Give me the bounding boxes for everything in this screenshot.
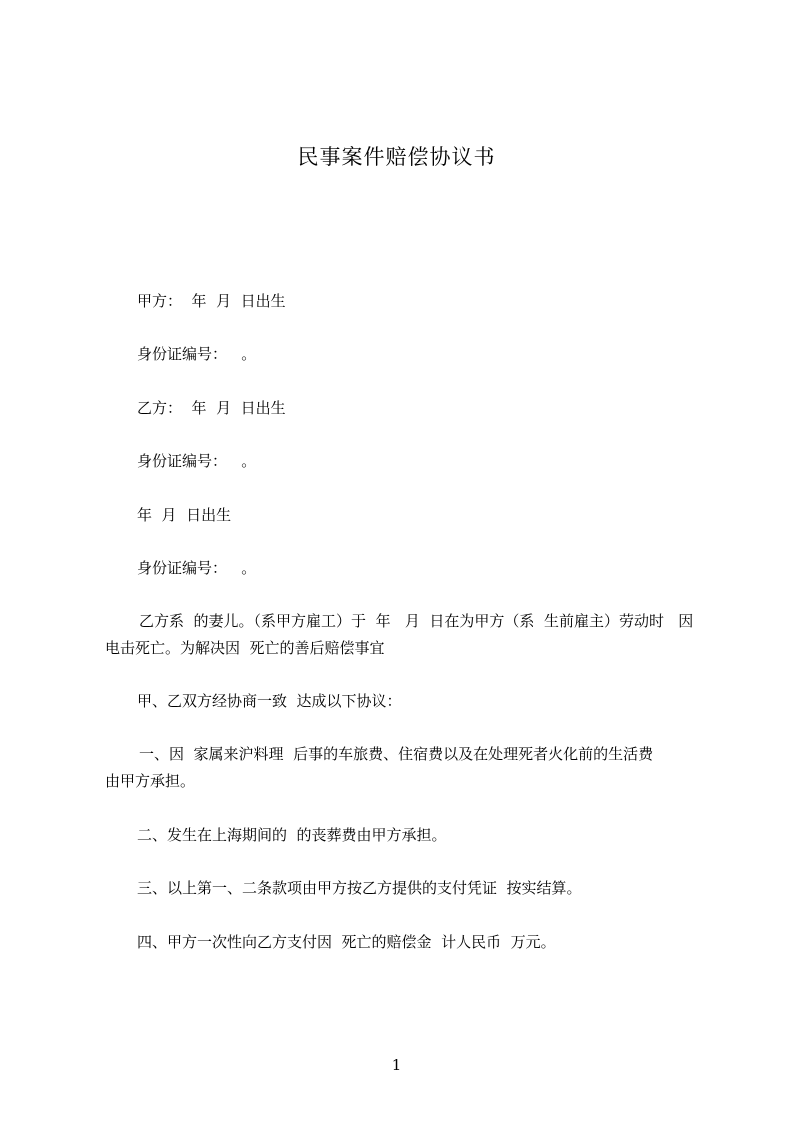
clause-1-line1: 一、因 家属来沪料理 后事的车旅费、住宿费以及在处理死者火化前的生活费 bbox=[139, 745, 654, 763]
clause-2: 二、发生在上海期间的 的丧葬费由甲方承担。 bbox=[137, 826, 447, 844]
clause-4: 四、甲方一次性向乙方支付因 死亡的赔偿金 计人民币 万元。 bbox=[137, 933, 556, 951]
third-party-id-line: 身份证编号： 。 bbox=[137, 559, 257, 577]
party-a-line: 甲方： 年 月 日出生 bbox=[137, 292, 286, 310]
party-a-id-line: 身份证编号： 。 bbox=[137, 345, 257, 363]
document-title: 民事案件赔偿协议书 bbox=[297, 145, 496, 169]
party-b-id-line: 身份证编号： 。 bbox=[137, 452, 257, 470]
clause-3: 三、以上第一、二条款项由甲方按乙方提供的支付凭证 按实结算。 bbox=[137, 879, 582, 897]
agreement-intro: 甲、乙双方经协商一致 达成以下协议： bbox=[137, 692, 402, 710]
page-number: 1 bbox=[391, 1056, 402, 1074]
clause-1-line2: 由甲方承担。 bbox=[105, 772, 196, 790]
background-paragraph-line1: 乙方系 的妻儿。（系甲方雇工）于 年 月 日在为甲方（系 生前雇主）劳动时 因 bbox=[139, 612, 694, 630]
party-b-line: 乙方： 年 月 日出生 bbox=[137, 399, 286, 417]
third-party-line: 年 月 日出生 bbox=[137, 506, 232, 524]
background-paragraph-line2: 电击死亡。为解决因 死亡的善后赔偿事宜 bbox=[105, 639, 385, 657]
